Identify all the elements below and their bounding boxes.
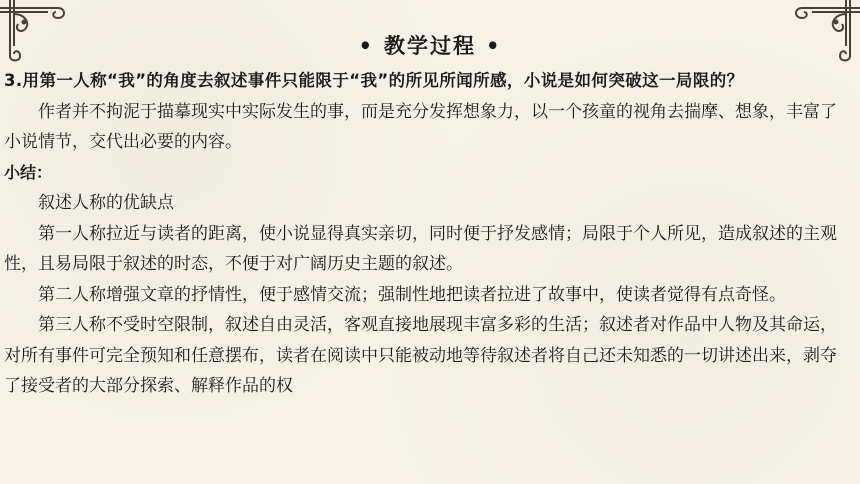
summary-title: 叙述人称的优缺点: [38, 193, 174, 213]
first-person-paragraph: 第一人称拉近与读者的距离，使小说显得真实亲切，同时便于抒发感情；局限于个人所见，造成叙述的主观性，且易局限于叙述的时态，不便于对广阔历史主题的叙述。: [4, 223, 837, 274]
lesson-content: [4, 66, 849, 402]
title-text: 教学过程: [384, 33, 476, 58]
title-bullet-left: •: [358, 33, 374, 58]
summary-heading: 小结：: [4, 162, 53, 182]
third-person-paragraph: 第三人称不受时空限制，叙述自由灵活，客观直接地展现丰富多彩的生活；叙述者对作品中人物及其命运，对所有事件可完全预知和任意摆布，读者在阅读中只能被动地等待叙述者将自己还未知悉的一切讲述出来，剥夺了接受者的大部分探索、解释作品的权: [4, 315, 837, 396]
title-bullet-right: •: [486, 33, 502, 58]
second-person-paragraph: 第二人称增强文章的抒情性，便于感情交流；强制性地把读者拉进了故事中，使读者觉得有点奇怪。: [38, 284, 786, 305]
answer-text: 作者并不拘泥于描摹现实中实际发生的事，而是充分发挥想象力，以一个孩童的视角去揣摩、想象，丰富了小说情节，交代出必要的内容。: [4, 101, 837, 152]
page-title: [0, 30, 860, 60]
question-text: 3.用第一人称“我”的角度去叙述事件只能限于“我”的所见所闻所感，小说是如何突破这一局限的？: [4, 71, 744, 90]
